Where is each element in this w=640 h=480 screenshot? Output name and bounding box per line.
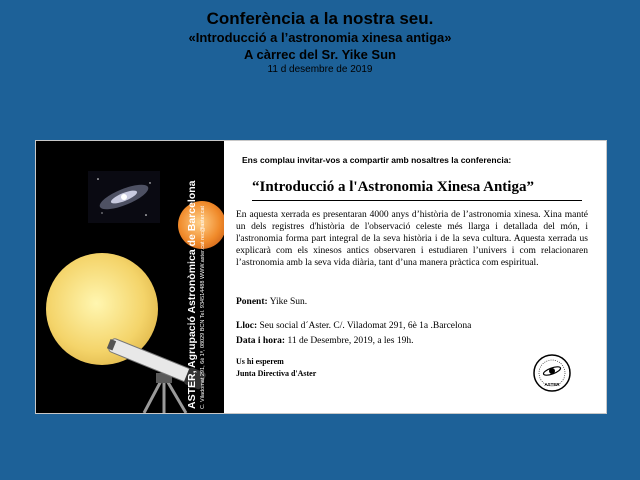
slide-header bbox=[0, 8, 640, 76]
datetime-value: 11 de Desembre, 2019, a les 19h. bbox=[287, 336, 414, 346]
invitation-intro: Ens complau invitar-vos a compartir amb nosaltres la conferencia: bbox=[242, 155, 512, 165]
invitation-card bbox=[35, 140, 607, 414]
datetime-label: Data i hora: bbox=[236, 336, 286, 346]
slide-date: 11 d desembre de 2019 bbox=[267, 64, 373, 75]
slide-byline: A càrrec del Sr. Yike Sun bbox=[244, 47, 396, 62]
aster-logo bbox=[532, 353, 572, 393]
logo-text: ASTER bbox=[544, 382, 560, 387]
datetime-line bbox=[236, 336, 413, 346]
location-line bbox=[236, 321, 471, 331]
galaxy-image bbox=[88, 171, 160, 223]
speaker-label: Ponent: bbox=[236, 297, 268, 307]
location-value: Seu social d´Aster. C/. Viladomat 291, 6è 1a .Barcelona bbox=[259, 321, 472, 331]
closing-line-2: Junta Directiva d'Aster bbox=[236, 369, 317, 378]
conference-description: En aquesta xerrada es presentaran 4000 anys d’història de l’astronomia xinesa. Xina manté un dels registres d'història de l'observació celeste més llarga i detallada del món, i l'astronomia forma part integral de la seva història i de la seva cultura. Aquesta xerrada us explicarà com els xinesos antics observaren i estudiaren l’univers i com relacionaren l’astronomia amb la seva vida diària, tant d’una manera pràctica com espiritual. bbox=[236, 210, 588, 268]
slide-subtitle: «Introducció a l’astronomia xinesa antiga» bbox=[188, 30, 452, 45]
aster-org-address: C. Viladomat 291, 6è 1ª, 08029 BCN Tel. 934514488 WWW.aster.cat rec@aster.cat bbox=[200, 205, 206, 409]
speaker-line bbox=[236, 297, 307, 307]
aster-org-name: ASTER, Agrupació Astronòmica de Barcelona bbox=[186, 180, 198, 409]
conference-title: “Introducció a l'Astronomia Xinesa Antiga” bbox=[252, 179, 534, 195]
location-label: Lloc: bbox=[236, 321, 258, 331]
aster-panel-text bbox=[186, 141, 207, 409]
speaker-value: Yike Sun. bbox=[269, 297, 308, 307]
slide-title: Conferència a la nostra seu. bbox=[206, 9, 434, 28]
aster-side-panel bbox=[36, 141, 224, 413]
title-underline bbox=[252, 200, 582, 201]
closing-line-1: Us hi esperem bbox=[236, 357, 284, 366]
